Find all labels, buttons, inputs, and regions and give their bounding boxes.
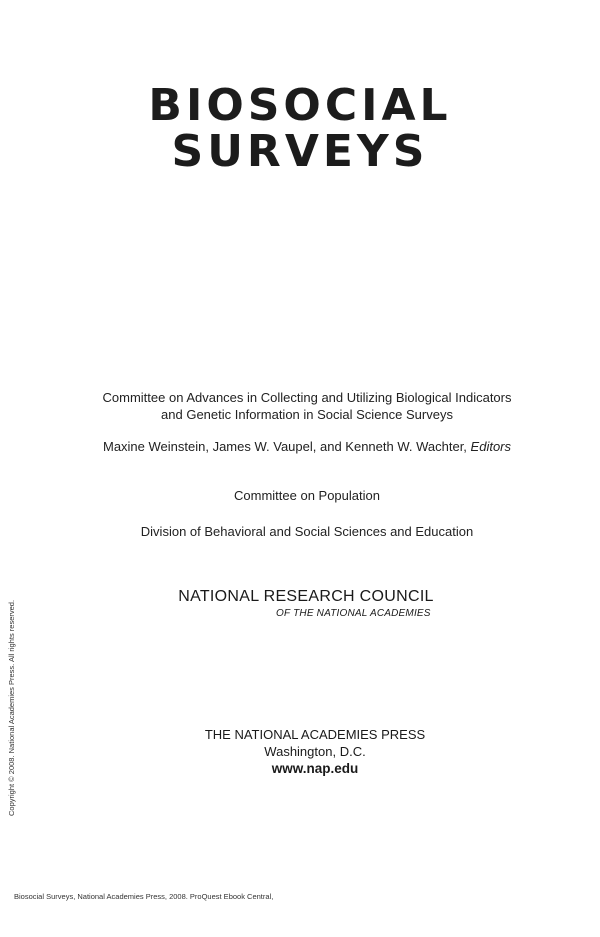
publisher-name: NATIONAL RESEARCH COUNCIL bbox=[178, 588, 434, 605]
editor-names: Maxine Weinstein, James W. Vaupel, and Kenneth W. Wachter, bbox=[102, 439, 471, 454]
press-block bbox=[0, 726, 600, 777]
press-name: THE NATIONAL ACADEMIES PRESS bbox=[204, 727, 426, 742]
publisher-subtitle: OF THE NATIONAL ACADEMIES bbox=[276, 608, 431, 619]
editors-line bbox=[0, 438, 600, 455]
press-url[interactable]: www.nap.edu bbox=[271, 761, 359, 776]
footer-citation: Biosocial Surveys, National Academies Press, 2008. ProQuest Ebook Central, bbox=[14, 892, 274, 901]
division-name: Division of Behavioral and Social Sciences and Education bbox=[140, 524, 474, 539]
committee-on-population: Committee on Population bbox=[234, 488, 380, 503]
editors-role: Editors bbox=[470, 439, 512, 454]
book-title-line-2: SURVEYS bbox=[171, 126, 429, 177]
committee-name-line-2: and Genetic Information in Social Science Surveys bbox=[161, 407, 453, 422]
copyright-notice: Copyright © 2008. National Academies Press. All rights reserved. bbox=[7, 599, 16, 816]
press-location: Washington, D.C. bbox=[264, 744, 366, 759]
committee-name-line-1: Committee on Advances in Collecting and Utilizing Biological Indicators bbox=[102, 390, 512, 405]
book-title-line-1: BIOSOCIAL bbox=[148, 80, 452, 131]
committee-name bbox=[0, 389, 600, 423]
